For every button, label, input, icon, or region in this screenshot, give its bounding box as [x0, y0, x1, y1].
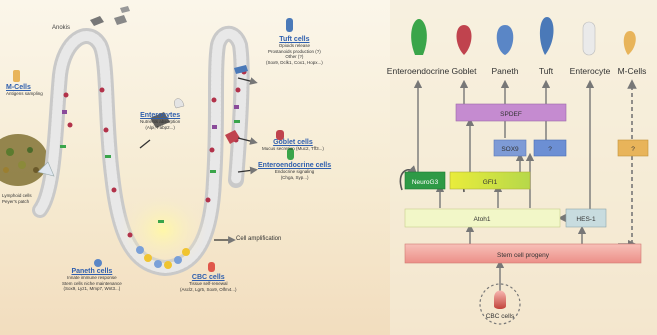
tuft-desc2: Prostanoids production (?) — [268, 48, 321, 54]
right-panel-bg — [390, 0, 657, 335]
label-tuft: Tuft — [538, 66, 554, 76]
svg-text:GFI1: GFI1 — [482, 179, 498, 186]
svg-text:Atoh1: Atoh1 — [473, 216, 491, 223]
svg-text:Stem cell progeny: Stem cell progeny — [496, 252, 550, 259]
enteroendocrine-desc2: (Chga, Syp...) — [280, 174, 309, 180]
enteroendocrine-annotation — [258, 162, 331, 180]
paneth-annotation — [62, 268, 122, 292]
progeny-box — [405, 244, 641, 263]
neurog3-box — [405, 172, 445, 189]
mcell-unknown-box — [618, 140, 648, 156]
tuft-desc4: (Sox9, Dclk1, Cox1, Hopx...) — [266, 59, 323, 65]
label-goblet: Goblet — [451, 66, 477, 76]
paneth-desc2: Stem cells niche maintenance — [62, 280, 122, 286]
cbc-annotation — [180, 274, 237, 292]
enterocytes-desc1: Nutrients absorption — [140, 119, 181, 124]
enteroendocrine-title: Enteroendocrine cells — [258, 162, 332, 169]
svg-text:HES-1: HES-1 — [576, 216, 596, 223]
svg-text:CBC cells: CBC cells — [485, 313, 515, 320]
goblet-annotation — [262, 139, 324, 152]
m-cells-annotation — [6, 84, 43, 97]
tuft-desc3: Other (?) — [285, 54, 304, 59]
label-enteroendocrine: Enteroendocrine — [386, 66, 450, 76]
paneth-desc1: Innate immune response — [67, 275, 117, 280]
atoh1-box — [405, 209, 560, 227]
cell-type-labels — [387, 66, 647, 76]
label-enterocyte: Enterocyte — [569, 66, 611, 76]
goblet-desc1: Mucus secretion (Muc2, Tff3...) — [262, 146, 324, 151]
hes1-box — [566, 209, 606, 227]
m-cells-desc: Antigens sampling — [6, 91, 43, 96]
enterocytes-title: Enterocytes — [140, 112, 181, 119]
anokis-label: Anokis — [52, 25, 71, 31]
goblet-title: Goblet cells — [273, 139, 313, 146]
paneth-title: Paneth cells — [71, 268, 113, 275]
cbc-desc2: (Ascl2, Lgr5, Sox9, Olfm4...) — [180, 286, 237, 292]
svg-text:NeuroG3: NeuroG3 — [411, 179, 439, 186]
spdef-box — [456, 104, 566, 121]
gfi1-box — [450, 172, 530, 189]
lymphoid-line2: Peyer's patch — [2, 198, 30, 204]
lymphoid-annotation — [2, 193, 32, 204]
tuft-unknown-box — [534, 140, 566, 156]
paneth-desc3: (Sox9, Lyz1, Mmp7, Wnt3...) — [63, 286, 121, 291]
svg-text:SOX9: SOX9 — [501, 146, 519, 153]
enteroendocrine-desc1: Endocrine signaling — [274, 169, 315, 174]
svg-text:?: ? — [631, 146, 635, 153]
enterocytes-annotation — [140, 112, 180, 130]
svg-text:SPDEF: SPDEF — [500, 111, 522, 118]
tuft-annotation — [266, 36, 323, 65]
label-paneth: Paneth — [491, 66, 519, 76]
cbc-desc1: Tissue self-renewal — [188, 281, 228, 286]
cell-amplification-label: Cell amplification — [236, 236, 282, 242]
crypt-glow — [118, 190, 208, 270]
cbc-title: CBC cells — [191, 274, 225, 281]
lymphoid-line1: Lymphoid cells — [2, 193, 32, 198]
tuft-title: Tuft cells — [279, 36, 310, 43]
sox9-box — [494, 140, 526, 156]
tuft-desc1: Opioids release — [278, 43, 311, 48]
m-cells-title: M-Cells — [6, 84, 31, 91]
label-m-cells: M-Cells — [617, 66, 647, 76]
enterocytes-desc2: (Alpi, Fabp2...) — [145, 124, 175, 130]
svg-text:?: ? — [548, 146, 552, 153]
